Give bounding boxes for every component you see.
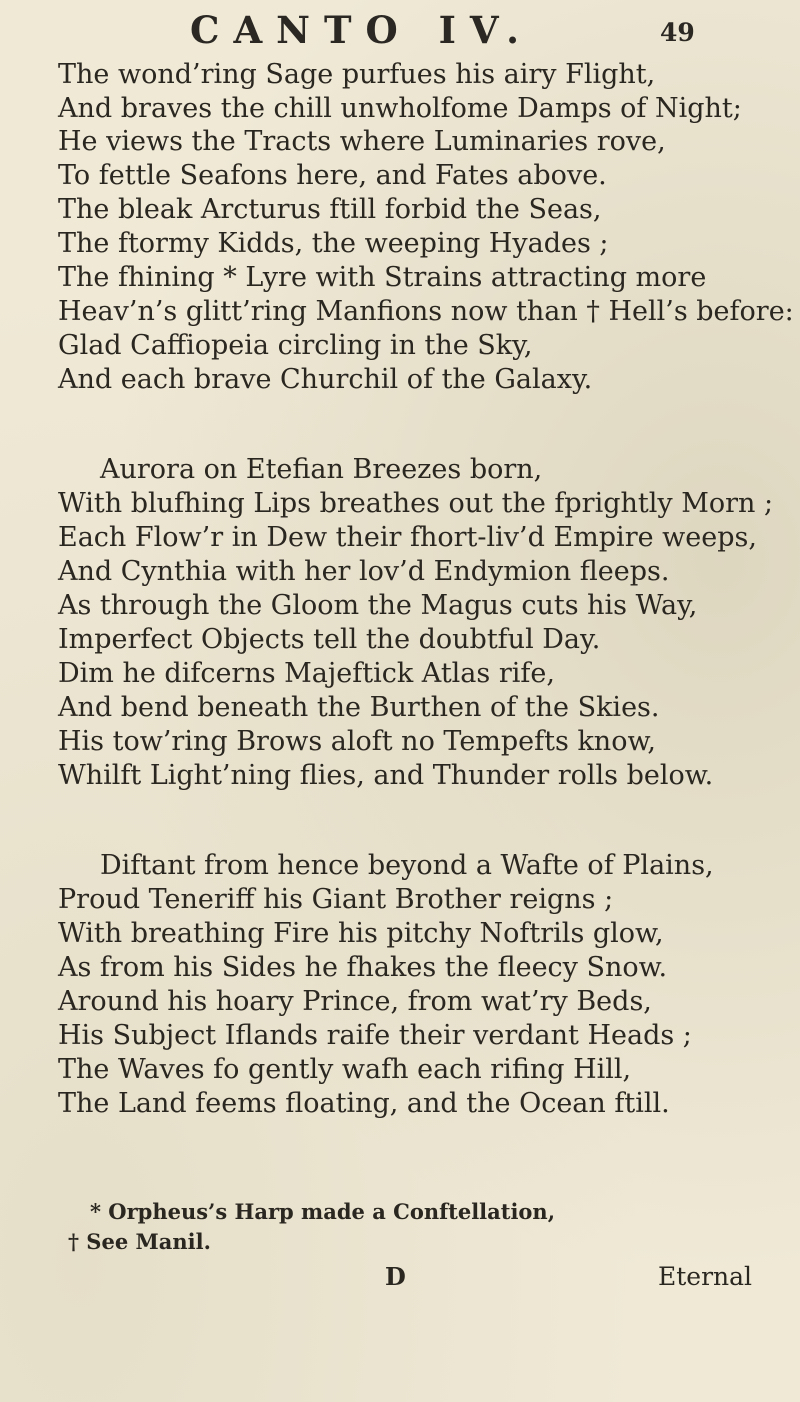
verse-line: And bend beneath the Burthen of the Skies. xyxy=(58,692,660,723)
verse-line: Diftant from hence beyond a Wafte of Plains, xyxy=(100,850,714,881)
page-header xyxy=(0,8,800,58)
verse-line: The wond’ring Sage purfues his airy Flight, xyxy=(58,59,656,90)
verse-line: Dim he difcerns Majeftick Atlas rife, xyxy=(58,658,555,689)
verse-line: His Subject Iflands raife their verdant Heads ; xyxy=(58,1020,692,1051)
verse-line: And Cynthia with her lov’d Endymion fleeps. xyxy=(58,556,670,587)
running-head: CANTO IV. xyxy=(190,8,534,52)
verse-line: With blufhing Lips breathes out the fprightly Morn ; xyxy=(58,488,774,519)
verse-line: Each Flow’r in Dew their fhort-liv’d Empire weeps, xyxy=(58,522,757,553)
verse-line: And braves the chill unwholfome Damps of Night; xyxy=(58,93,742,124)
catchword: Eternal xyxy=(658,1262,753,1291)
verse-line: And each brave Churchil of the Galaxy. xyxy=(58,364,593,395)
verse-line: The Land feems floating, and the Ocean ftill. xyxy=(58,1088,670,1119)
verse-line: As through the Gloom the Magus cuts his Way, xyxy=(58,590,698,621)
verse-line: The ftormy Kidds, the weeping Hyades ; xyxy=(58,228,609,259)
verse-line: Whilft Light’ning flies, and Thunder rolls below. xyxy=(58,760,714,791)
verse-line: With breathing Fire his pitchy Noftrils glow, xyxy=(58,918,664,949)
footnote: * Orpheus’s Harp made a Conftellation, xyxy=(90,1199,556,1224)
verse-line: The fhining * Lyre with Strains attracting more xyxy=(58,262,707,293)
verse-line: The Waves fo gently wafh each rifing Hill, xyxy=(58,1054,632,1085)
verse-line: The bleak Arcturus ftill forbid the Seas, xyxy=(58,194,602,225)
verse-line: He views the Tracts where Luminaries rove, xyxy=(58,126,666,157)
verse-line: Around his hoary Prince, from wat’ry Beds, xyxy=(58,986,652,1017)
verse-line: As from his Sides he fhakes the fleecy Snow. xyxy=(58,952,668,983)
verse-line: His tow’ring Brows aloft no Tempefts know, xyxy=(58,726,656,757)
page-number: 49 xyxy=(660,18,695,47)
verse-line: Proud Teneriff his Giant Brother reigns ; xyxy=(58,884,614,915)
verse-line: Aurora on Etefian Breezes born, xyxy=(100,454,543,485)
signature-mark: D xyxy=(385,1262,406,1291)
verse-line: Glad Caffiopeia circling in the Sky, xyxy=(58,330,533,361)
footnote: † See Manil. xyxy=(68,1229,211,1254)
verse-line: Imperfect Objects tell the doubtful Day. xyxy=(58,624,601,655)
verse-line: To fettle Seafons here, and Fates above. xyxy=(58,160,607,191)
verse-line: Heav’n’s glitt’ring Manfions now than † Hell’s before: xyxy=(58,296,794,327)
